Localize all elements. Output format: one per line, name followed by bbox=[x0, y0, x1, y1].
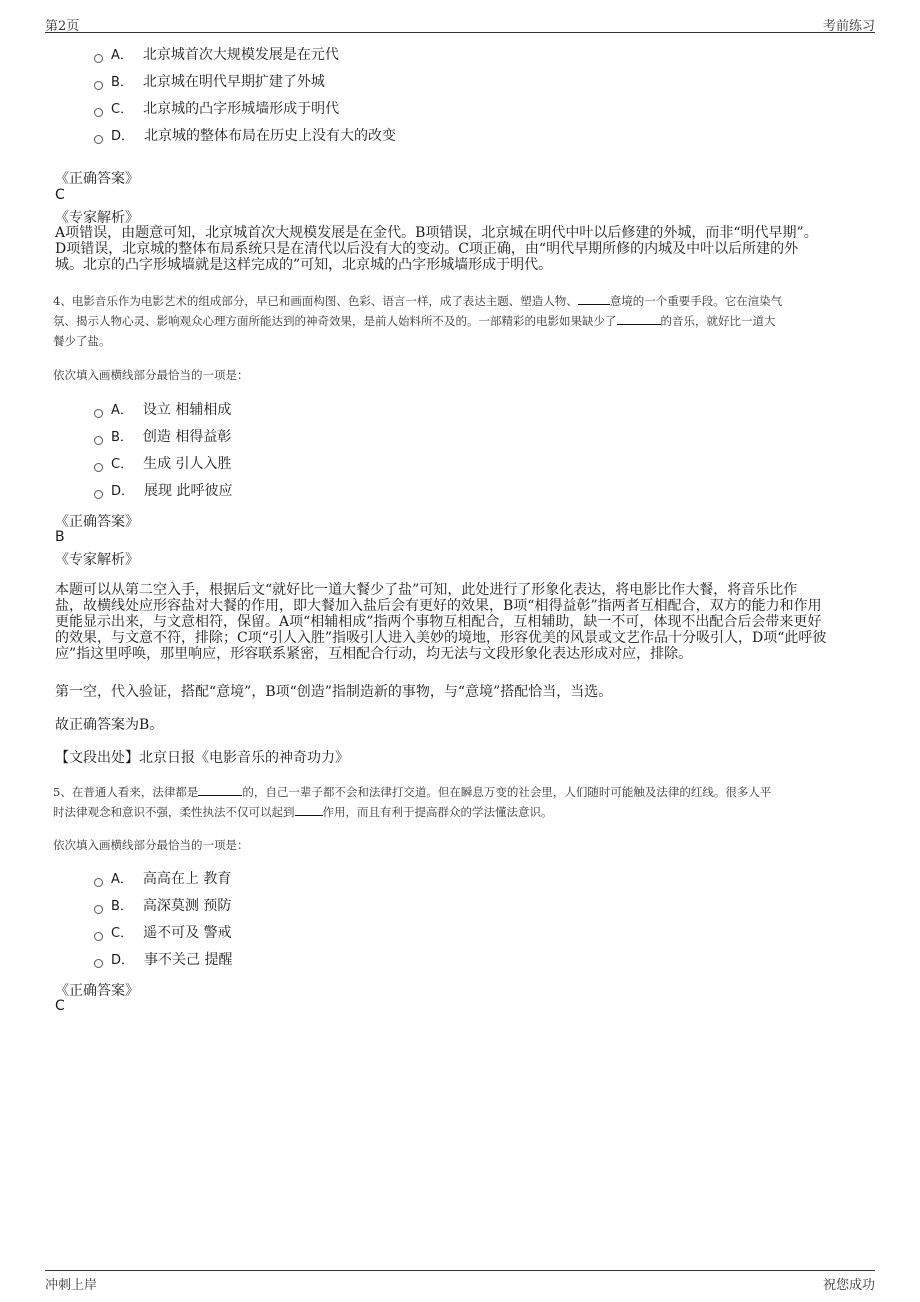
q4-analysis-para3: 故正确答案为B。 bbox=[55, 717, 164, 733]
q4-analysis-para2: 第一空，代入验证，搭配“意境”，B项“创造”指制造新的事物，与“意境”搭配恰当，当选。 bbox=[55, 684, 613, 700]
q4-analysis-label: 《专家解析》 bbox=[55, 552, 139, 568]
radio-icon[interactable] bbox=[94, 932, 103, 941]
q4-option-d[interactable]: D． 展现 此呼彼应 bbox=[94, 481, 232, 501]
q3-option-d[interactable]: D． 北京城的整体布局在历史上没有大的改变 bbox=[94, 126, 396, 146]
q3-option-c[interactable]: C． 北京城的凸字形城墙形成于明代 bbox=[94, 99, 339, 119]
fill-blank bbox=[295, 805, 323, 816]
header-title: 考前练习 bbox=[822, 19, 875, 34]
q5-option-b[interactable]: B． 高深莫测 预防 bbox=[94, 896, 231, 916]
page-number: 第2页 bbox=[45, 19, 80, 34]
q5-option-c[interactable]: C． 遥不可及 警戒 bbox=[94, 923, 232, 943]
fill-blank bbox=[578, 294, 610, 305]
radio-icon[interactable] bbox=[94, 463, 103, 472]
q5-answer: C bbox=[55, 998, 65, 1014]
q5-option-d[interactable]: D． 事不关己 提醒 bbox=[94, 950, 232, 970]
q3-analysis-label: 《专家解析》 bbox=[55, 210, 139, 226]
radio-icon[interactable] bbox=[94, 54, 103, 63]
q4-stem: 4、电影音乐作为电影艺术的组成部分，早已和画面构图、色彩、语言一样，成了表达主题、塑造人物、 意境的一个重要手段。它在渲染气 氛、揭示人物心灵、影响观众心理方面所能达到的神奇效果，是前人始料所不及的。一部精彩的电影如果缺少了 的音乐，就好比一道大 餐少了盐。 bbox=[53, 294, 783, 348]
radio-icon[interactable] bbox=[94, 81, 103, 90]
radio-icon[interactable] bbox=[94, 490, 103, 499]
radio-icon[interactable] bbox=[94, 959, 103, 968]
radio-icon[interactable] bbox=[94, 108, 103, 117]
q3-answer-label: 《正确答案》 bbox=[55, 171, 139, 187]
q5-prompt: 依次填入画横线部分最恰当的一项是： bbox=[53, 838, 249, 852]
q4-prompt: 依次填入画横线部分最恰当的一项是： bbox=[53, 368, 249, 382]
radio-icon[interactable] bbox=[94, 436, 103, 445]
q4-option-a[interactable]: A． 设立 相辅相成 bbox=[94, 400, 231, 420]
q3-option-a[interactable]: A． 北京城首次大规模发展是在元代 bbox=[94, 45, 339, 65]
q4-answer-label: 《正确答案》 bbox=[55, 514, 139, 530]
page-header bbox=[45, 12, 875, 33]
radio-icon[interactable] bbox=[94, 135, 103, 144]
fill-blank bbox=[617, 314, 661, 325]
q5-option-a[interactable]: A． 高高在上 教育 bbox=[94, 869, 231, 889]
q5-answer-label: 《正确答案》 bbox=[55, 983, 139, 999]
q4-source: 【文段出处】北京日报《电影音乐的神奇功力》 bbox=[55, 750, 349, 766]
page-footer bbox=[45, 1270, 875, 1295]
radio-icon[interactable] bbox=[94, 905, 103, 914]
footer-left: 冲刺上岸 bbox=[45, 1278, 98, 1293]
q4-option-c[interactable]: C． 生成 引人入胜 bbox=[94, 454, 232, 474]
radio-icon[interactable] bbox=[94, 878, 103, 887]
q4-option-b[interactable]: B． 创造 相得益彰 bbox=[94, 427, 231, 447]
q3-analysis: A项错误，由题意可知，北京城首次大规模发展是在金代。B项错误，北京城在明代中叶以后修建的外城，而非“明代早期”。 D项错误，北京城的整体布局系统只是在清代以后没有大的变动。C项正确，由“明代早期所修的内城及中叶以后所建的外 城。北京的凸字形城墙就是这样完成的”可知，北京城的凸字形城墙形成于明代。 bbox=[55, 225, 818, 273]
radio-icon[interactable] bbox=[94, 409, 103, 418]
q4-answer: B bbox=[55, 529, 65, 545]
q5-stem: 5、在普通人看来，法律都是 的，自己一辈子都不会和法律打交道。但在瞬息万变的社会里，人们随时可能触及法律的红线。很多人平 时法律观念和意识不强，柔性执法不仅可以起到 作用，而且有利于提高群众的学法懂法意识。 bbox=[53, 785, 772, 819]
q3-answer: C bbox=[55, 187, 65, 203]
footer-right: 祝您成功 bbox=[822, 1278, 875, 1293]
q4-analysis: 本题可以从第二空入手，根据后文“就好比一道大餐少了盐”可知，此处进行了形象化表达，将电影比作大餐，将音乐比作 盐，故横线处应形容盐对大餐的作用，即大餐加入盐后会有更好的效果，B项“相得益彰”指两者互相配合，双方的能力和作用 更能显示出来，与文意相符，保留。A项“相辅相成”指两个事物互相配合，互相辅助，缺一不可，体现不出配合后会带来更好 的效果，与文意不符，排除；C项“引人入胜”指吸引人进入美妙的境地，形容优美的风景或文艺作品十分吸引人，D项“此呼彼 应”指这里呼唤，那里响应，形容联系紧密，互相配合行动，均无法与文段形象化表达形成对应，排除。 bbox=[55, 582, 827, 662]
q3-option-b[interactable]: B． 北京城在明代早期扩建了外城 bbox=[94, 72, 325, 92]
fill-blank bbox=[198, 785, 242, 796]
